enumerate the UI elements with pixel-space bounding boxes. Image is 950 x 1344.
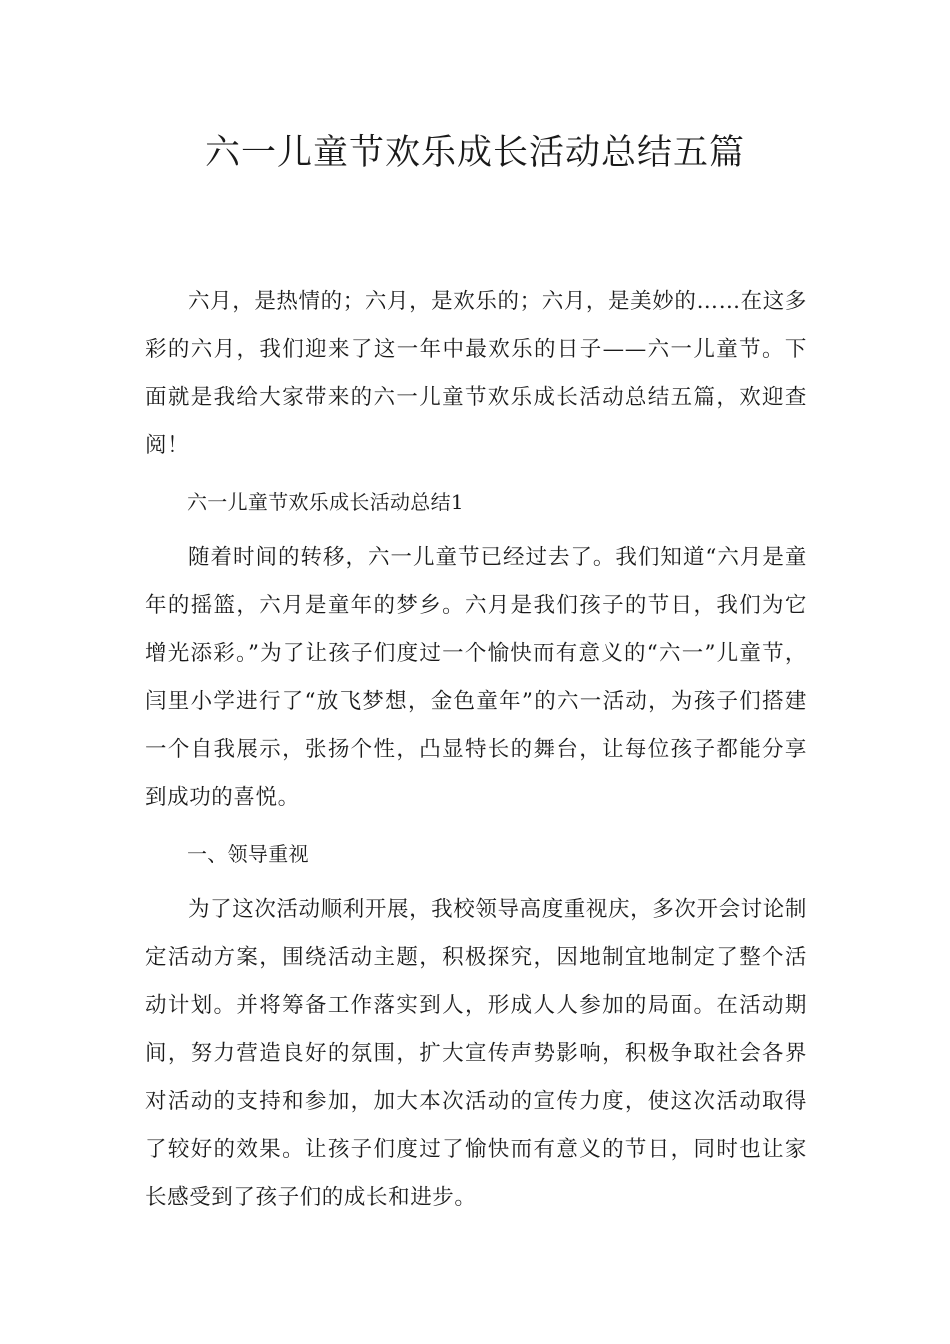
document-body bbox=[145, 278, 807, 1222]
spacer bbox=[145, 470, 807, 478]
paragraph-2: 为了这次活动顺利开展，我校领导高度重视庆，多次开会讨论制定活动方案，围绕活动主题，积极探究，因地制宜地制定了整个活动计划。并将筹备工作落实到人，形成人人参加的局面。在活动期间，努力营造良好的氛围，扩大宣传声势影响，积极争取社会各界对活动的支持和参加，加大本次活动的宣传力度，使这次活动取得了较好的效果。让孩子们度过了愉快而有意义的节日，同时也让家长感受到了孩子们的成长和进步。 bbox=[145, 897, 807, 1210]
spacer bbox=[145, 526, 807, 534]
spacer bbox=[145, 878, 807, 886]
section-title: 六一儿童节欢乐成长活动总结1 bbox=[187, 490, 464, 514]
intro-paragraph: 六月，是热情的；六月，是欢乐的；六月，是美妙的……在这多彩的六月，我们迎来了这一年中最欢乐的日子——六一儿童节。下面就是我给大家带来的六一儿童节欢乐成长活动总结五篇，欢迎查阅！ bbox=[145, 289, 807, 458]
paragraph-1: 随着时间的转移，六一儿童节已经过去了。我们知道“六月是童年的摇篮，六月是童年的梦乡。六月是我们孩子的节日，我们为它增光添彩。”为了让孩子们度过一个愉快而有意义的“六一”儿童节，闫里小学进行了“放飞梦想，金色童年”的六一活动，为孩子们搭建一个自我展示，张扬个性，凸显特长的舞台，让每位孩子都能分享到成功的喜悦。 bbox=[145, 545, 807, 810]
document-title: 六一儿童节欢乐成长活动总结五篇 bbox=[204, 133, 745, 173]
subheading-1: 一、领导重视 bbox=[187, 842, 309, 866]
spacer bbox=[145, 822, 807, 830]
